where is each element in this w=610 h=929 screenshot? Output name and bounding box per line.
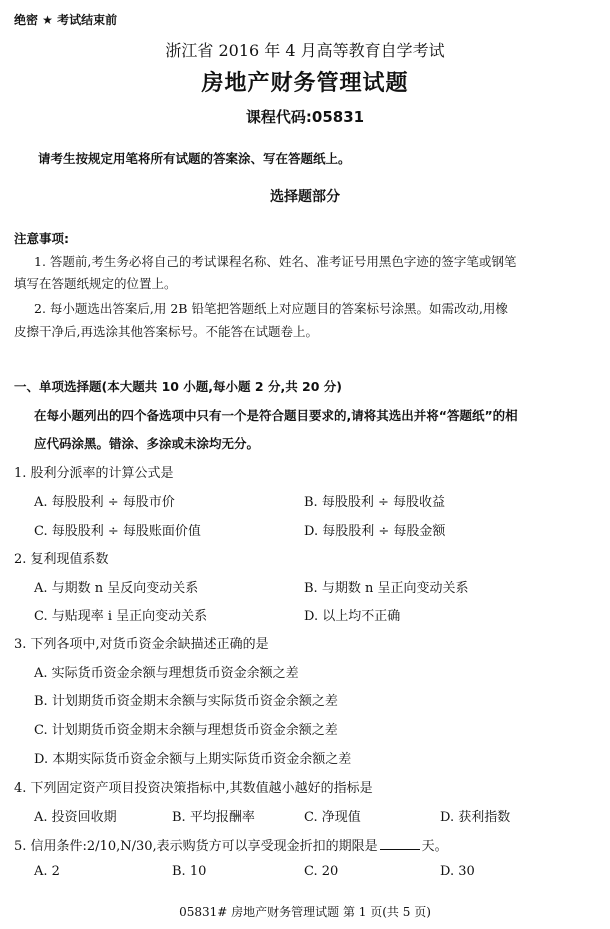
section-instruction: 在每小题列出的四个备选项中只有一个是符合题目要求的,请将其选出并将“答题纸”的相 [34, 408, 518, 423]
answer-instruction: 请考生按规定用笔将所有试题的答案涂、写在答题纸上。 [38, 151, 351, 166]
exam-title: 浙江省 2016 年 4 月高等教育自学考试 [165, 41, 445, 60]
option-a: A. 实际货币资金余额与理想货币资金余额之差 [34, 666, 299, 681]
question-stem: 4. 下列固定资产项目投资决策指标中,其数值越小越好的指标是 [14, 781, 373, 796]
question-stem-text: 天。 [421, 839, 448, 854]
option-a: A. 与期数 n 呈反向变动关系 [34, 581, 199, 596]
section-heading: 一、单项选择题(本大题共 10 小题,每小题 2 分,共 20 分) [14, 379, 343, 394]
question-stem: 1. 股利分派率的计算公式是 [14, 466, 174, 481]
option-a: A. 2 [34, 864, 60, 879]
option-b: B. 10 [172, 864, 207, 879]
note-line: 1. 答题前,考生务必将自己的考试课程名称、姓名、准考证号用黑色字迹的签字笔或钢笔 [34, 254, 517, 269]
option-b: B. 与期数 n 呈正向变动关系 [304, 581, 469, 596]
option-d: D. 以上均不正确 [304, 609, 401, 624]
option-c: C. 净现值 [304, 810, 361, 825]
option-a: A. 投资回收期 [34, 810, 117, 825]
part-title: 选择题部分 [270, 189, 340, 205]
paper-title: 房地产财务管理试题 [201, 71, 409, 96]
page-footer: 05831# 房地产财务管理试题 第 1 页(共 5 页) [179, 905, 431, 919]
answer-blank [380, 837, 420, 850]
option-c: C. 20 [304, 864, 339, 879]
section-instruction: 应代码涂黑。错涂、多涂或未涂均无分。 [34, 436, 260, 451]
course-code: 课程代码:05831 [245, 108, 365, 126]
option-d: D. 获利指数 [440, 810, 511, 825]
notes-heading: 注意事项: [14, 231, 69, 246]
question-stem-text: 5. 信用条件:2/10,N/30,表示购货方可以享受现金折扣的期限是 [14, 839, 378, 854]
question-stem [14, 835, 448, 854]
option-c: C. 与贴现率 i 呈正向变动关系 [34, 609, 208, 624]
note-line: 皮擦干净后,再选涂其他答案标号。不能答在试题卷上。 [14, 324, 318, 339]
confidential-mark: 绝密 ★ 考试结束前 [14, 13, 118, 27]
option-c: C. 每股股利 ÷ 每股账面价值 [34, 524, 201, 539]
question-stem: 2. 复利现值系数 [14, 552, 109, 567]
option-d: D. 本期实际货币资金余额与上期实际货币资金余额之差 [34, 752, 352, 767]
option-d: D. 30 [440, 864, 475, 879]
option-b: B. 计划期货币资金期末余额与实际货币资金余额之差 [34, 694, 338, 709]
note-line: 填写在答题纸规定的位置上。 [14, 276, 177, 291]
option-b: B. 每股股利 ÷ 每股收益 [304, 495, 445, 510]
option-d: D. 每股股利 ÷ 每股金额 [304, 524, 446, 539]
option-c: C. 计划期货币资金期末余额与理想货币资金余额之差 [34, 723, 338, 738]
option-a: A. 每股股利 ÷ 每股市价 [34, 495, 175, 510]
note-line: 2. 每小题选出答案后,用 2B 铅笔把答题纸上对应题目的答案标号涂黑。如需改动,用橡 [34, 301, 508, 316]
option-b: B. 平均报酬率 [172, 810, 255, 825]
question-stem: 3. 下列各项中,对货币资金余缺描述正确的是 [14, 637, 269, 652]
